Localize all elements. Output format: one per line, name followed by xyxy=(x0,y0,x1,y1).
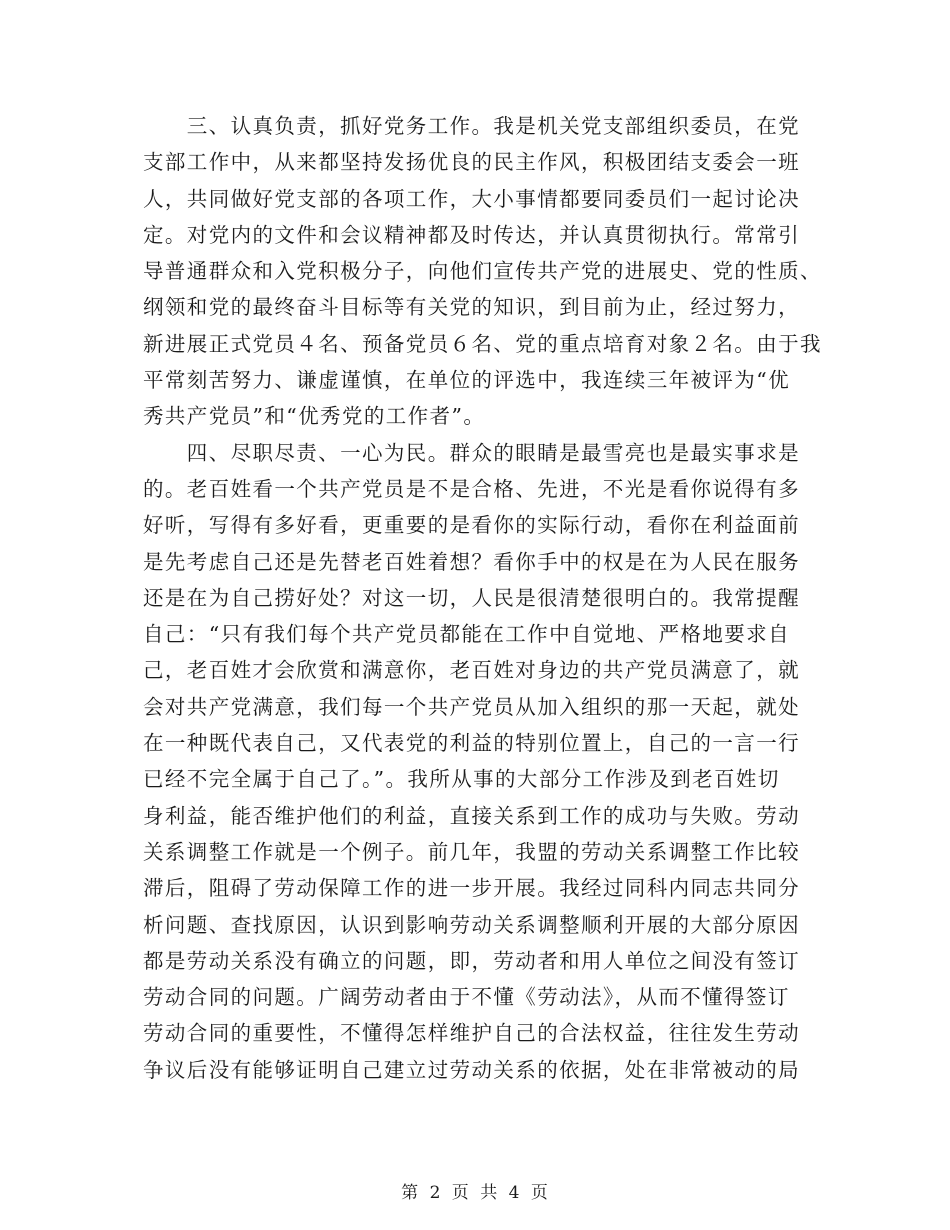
text-line: 定。对党内的文件和会议精神都及时传达，并认真贯彻执行。常常引 xyxy=(143,222,800,247)
text-line: 劳动合同的问题。广阔劳动者由于不懂《劳动法》，从而不懂得签订 xyxy=(143,985,790,1010)
footer-total-word: 共 xyxy=(480,1183,499,1203)
text-line: 析问题、查找原因，认识到影响劳动关系调整顺利开展的大部分原因 xyxy=(143,912,800,937)
text-line: 已经不完全属于自己了。”。我所从事的大部分工作涉及到老百姓切 xyxy=(143,767,780,792)
text-line: 还是在为自己捞好处？对这一切，人民是很清楚很明白的。我常提醒 xyxy=(143,585,800,610)
text-line: 滞后，阻碍了劳动保障工作的进一步开展。我经过同科内同志共同分 xyxy=(143,876,800,901)
text-line: 劳动合同的重要性，不懂得怎样维护自己的合法权益，往往发生劳动 xyxy=(143,1021,800,1046)
text-line: 自己：“只有我们每个共产党员都能在工作中自觉地、严格地要求自 xyxy=(143,622,790,647)
footer-page-word: 页 xyxy=(451,1183,470,1203)
text-line: 的。老百姓看一个共产党员是不是合格、先进，不光是看你说得有多 xyxy=(143,476,800,501)
text-line: 身利益，能否维护他们的利益，直接关系到工作的成功与失败。劳动 xyxy=(143,803,800,828)
footer-suffix: 页 xyxy=(530,1183,549,1203)
text-line: 会对共产党满意，我们每一个共产党员从加入组织的那一天起，就处 xyxy=(143,694,800,719)
text-line: 在一种既代表自己，又代表党的利益的特别位置上，自己的一言一行 xyxy=(143,731,800,756)
document-body xyxy=(143,108,822,1088)
text-line: 平常刻苦努力、谦虚谨慎，在单位的评选中，我连续三年被评为“优 xyxy=(143,368,790,393)
text-line: 四、尽职尽责、一心为民。群众的眼睛是最雪亮也是最实事求是 xyxy=(143,440,800,465)
text-line: 三、认真负责，抓好党务工作。我是机关党支部组织委员，在党 xyxy=(143,114,800,138)
footer-current-page: 2 xyxy=(429,1183,442,1203)
footer-prefix: 第 xyxy=(401,1183,420,1203)
page-footer xyxy=(0,1178,950,1203)
text-line: 关系调整工作就是一个例子。前几年，我盟的劳动关系调整工作比较 xyxy=(143,839,800,864)
text-line: 是先考虑自己还是先替老百姓着想？看你手中的权是在为人民在服务 xyxy=(143,549,800,574)
text-line: 好听，写得有多好看，更重要的是看你的实际行动，看你在利益面前 xyxy=(143,513,800,538)
footer-total-pages: 4 xyxy=(508,1183,521,1203)
text-line: 导普通群众和入党积极分子，向他们宣传共产党的进展史、党的性质、 xyxy=(143,259,822,284)
text-line: 支部工作中，从来都坚持发扬优良的民主作风，积极团结支委会一班 xyxy=(143,150,800,175)
text-line: 人，共同做好党支部的各项工作，大小事情都要同委员们一起讨论决 xyxy=(143,186,800,211)
text-line: 都是劳动关系没有确立的问题，即，劳动者和用人单位之间没有签订 xyxy=(143,948,800,973)
text-line: 秀共产党员”和“优秀党的工作者”。 xyxy=(143,404,486,429)
text-line: 己，老百姓才会欣赏和满意你，老百姓对身边的共产党员满意了，就 xyxy=(143,658,800,683)
text-line: 新进展正式党员４名、预备党员６名、党的重点培育对象２名。由于我 xyxy=(143,331,822,356)
text-line: 争议后没有能够证明自己建立过劳动关系的依据，处在非常被动的局 xyxy=(143,1057,800,1082)
text-line: 纲领和党的最终奋斗目标等有关党的知识，到目前为止，经过努力， xyxy=(143,295,800,320)
